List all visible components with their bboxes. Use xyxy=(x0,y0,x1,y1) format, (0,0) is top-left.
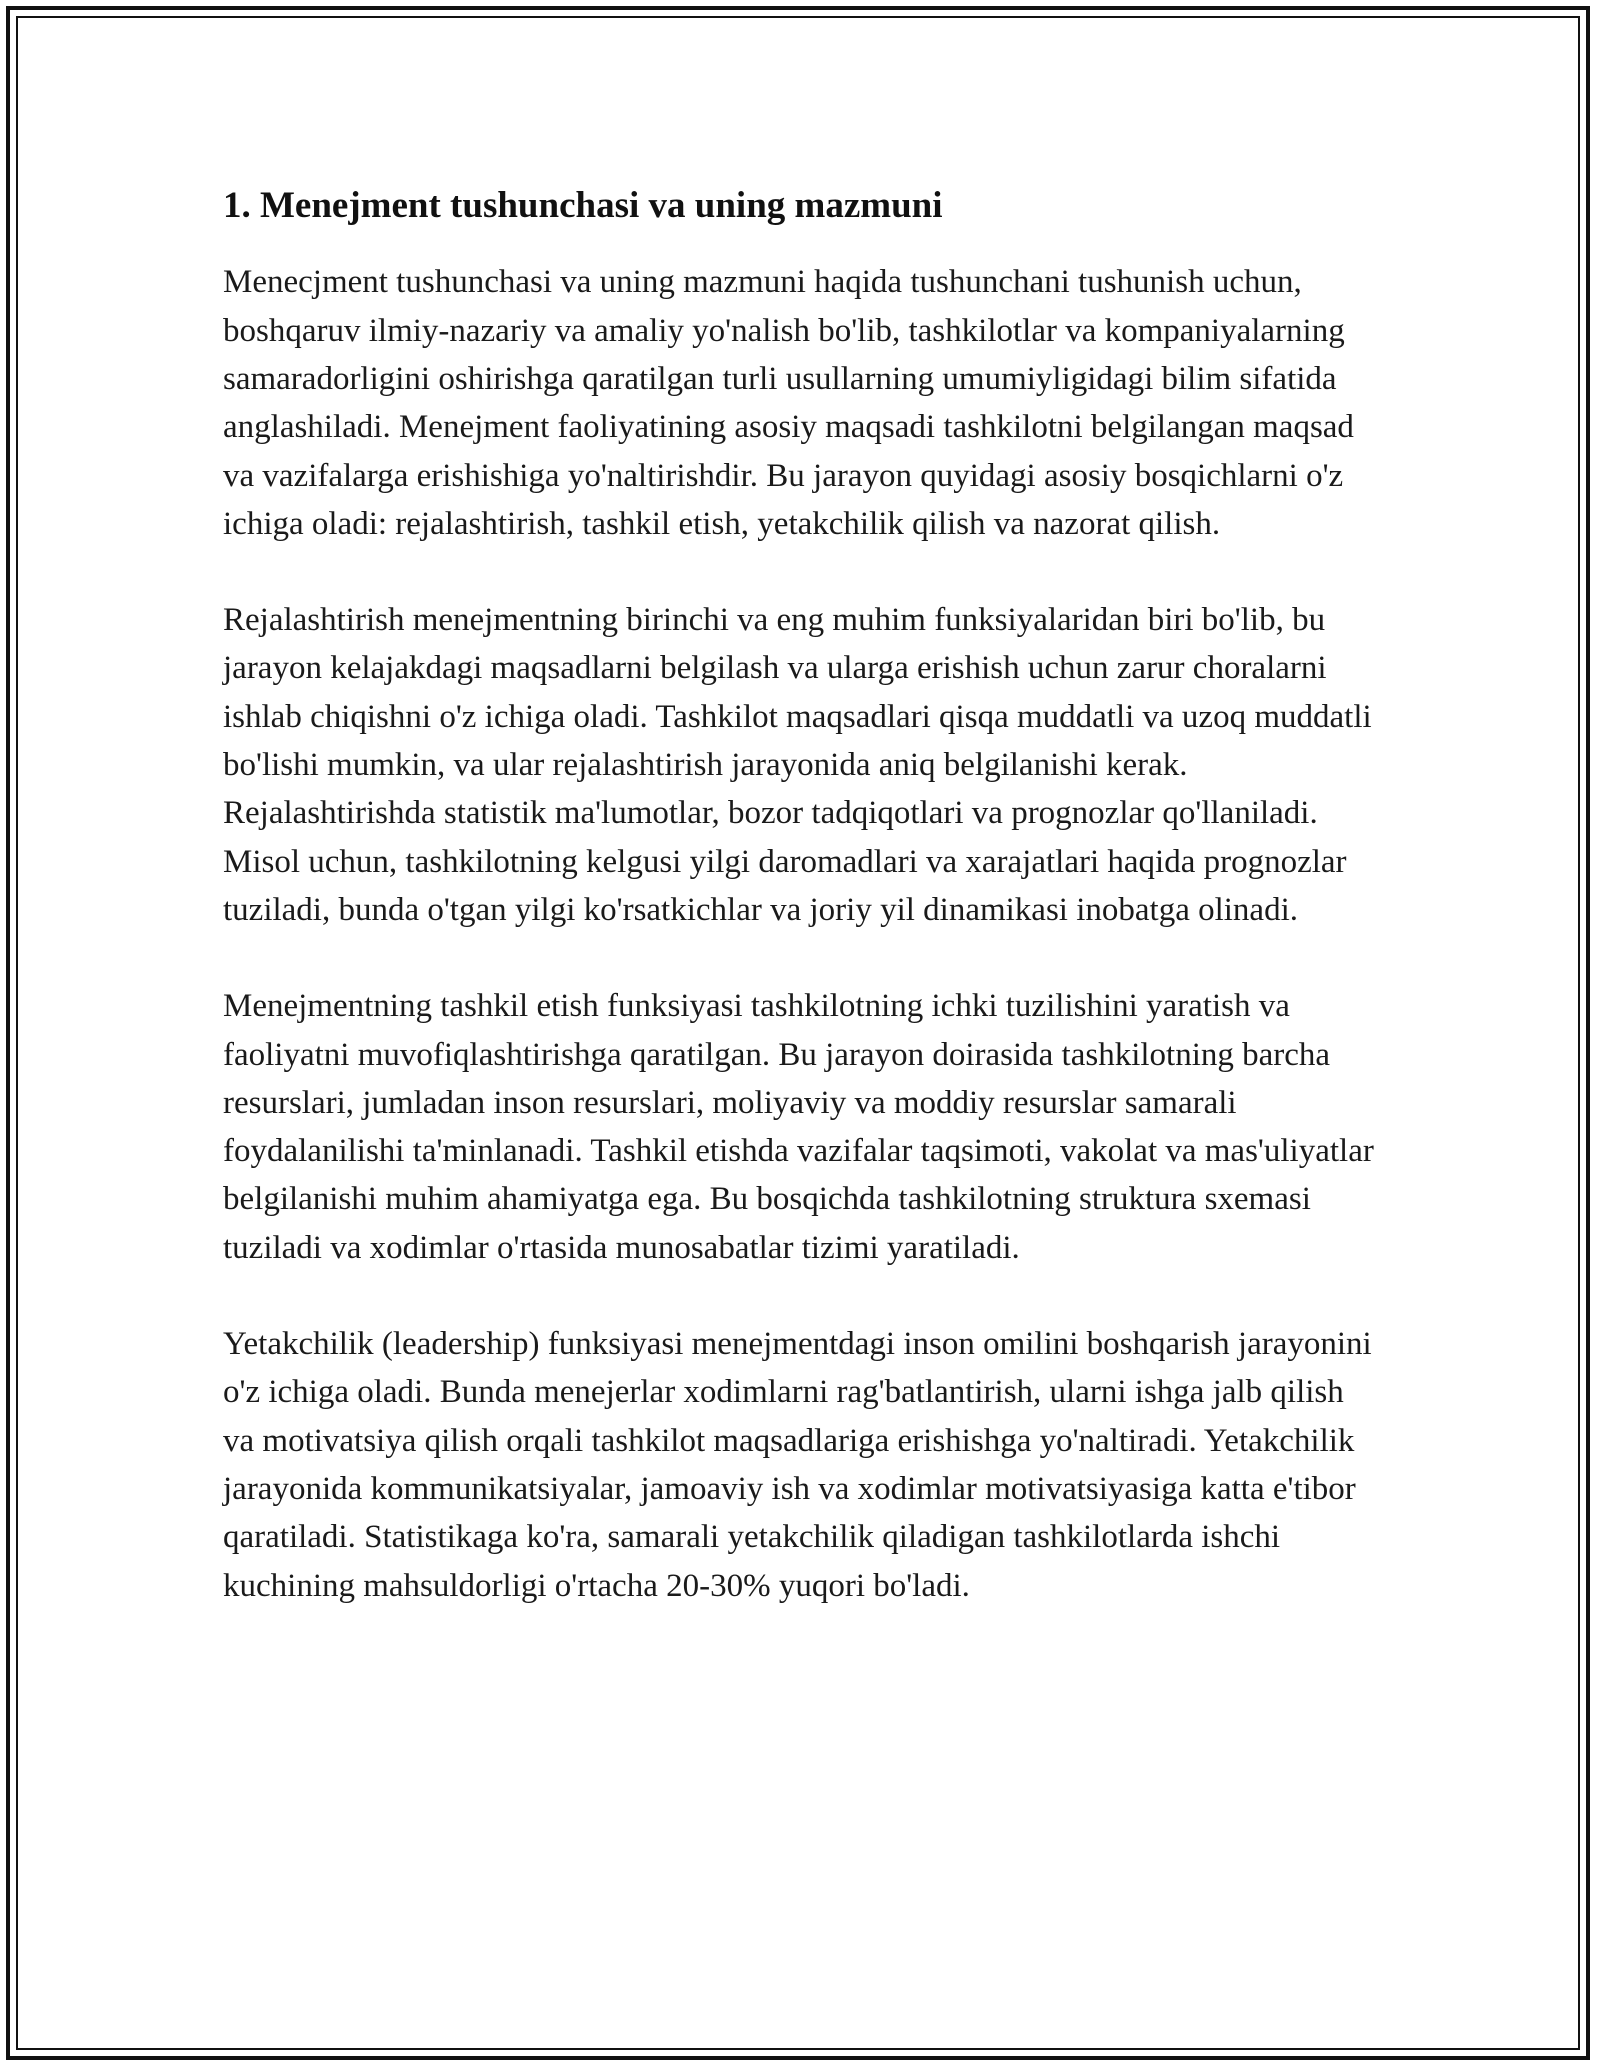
paragraph-management-concept: Menecjment tushunchasi va uning mazmuni haqida tushunchani tushunish uchun, boshqaruv ilmiy-nazariy va amaliy yo'nalish bo'lib, tashkilotlar va kompaniyalarning samaradorligini oshirishga qaratilgan turli usullarning umumiyligidagi bilim sifatida anglashiladi. Menejment faoliyatining asosiy maqsadi tashkilotni belgilangan maqsad va vazifalarga erishishiga yo'naltirishdir. Bu jarayon quyidagi asosiy bosqichlarni o'z ichiga oladi: rejalashtirish, tashkil etish, yetakchilik qilish va nazorat qilish. xyxy=(223,264,1354,542)
paragraph-planning: Rejalashtirish menejmentning birinchi va eng muhim funksiyalaridan biri bo'lib, bu jarayon kelajakdagi maqsadlarni belgilash va ularga erishish uchun zarur choralarni ishlab chiqishni o'z ichiga oladi. Tashkilot maqsadlari qisqa muddatli va uzoq muddatli bo'lishi mumkin, va ular rejalashtirish jarayonida aniq belgilanishi kerak. Rejalashtirishda statistik ma'lumotlar, bozor tadqiqotlari va prognozlar qo'llaniladi. Misol uchun, tashkilotning kelgusi yilgi daromadlari va xarajatlari haqida prognozlar tuziladi, bunda o'tgan yilgi ko'rsatkichlar va joriy yil dinamikasi inobatga olinadi. xyxy=(223,602,1372,928)
document-body xyxy=(223,184,1383,1658)
paragraph-organizing: Menejmentning tashkil etish funksiyasi tashkilotning ichki tuzilishini yaratish va faoliyatni muvofiqlashtirishga qaratilgan. Bu jarayon doirasida tashkilotning barcha resurslari, jumladan inson resurslari, moliyaviy va moddiy resurslar samarali foydalanilishi ta'minlanadi. Tashkil etishda vazifalar taqsimoti, vakolat va mas'uliyatlar belgilanishi muhim ahamiyatga ega. Bu bosqichda tashkilotning struktura sxemasi tuziladi va xodimlar o'rtasida munosabatlar tizimi yaratiladi. xyxy=(223,988,1374,1266)
section-heading: 1. Menejment tushunchasi va uning mazmuni xyxy=(223,185,943,226)
paragraph-leadership: Yetakchilik (leadership) funksiyasi menejmentdagi inson omilini boshqarish jarayonini o'z ichiga oladi. Bunda menejerlar xodimlarni rag'batlantirish, ularni ishga jalb qilish va motivatsiya qilish orqali tashkilot maqsadlariga erishishga yo'naltiradi. Yetakchilik jarayonida kommunikatsiyalar, jamoaviy ish va xodimlar motivatsiyasiga katta e'tibor qaratiladi. Statistikaga ko'ra, samarali yetakchilik qiladigan tashkilotlarda ishchi kuchining mahsuldorligi o'rtacha 20-30% yuqori bo'ladi. xyxy=(223,1326,1372,1604)
